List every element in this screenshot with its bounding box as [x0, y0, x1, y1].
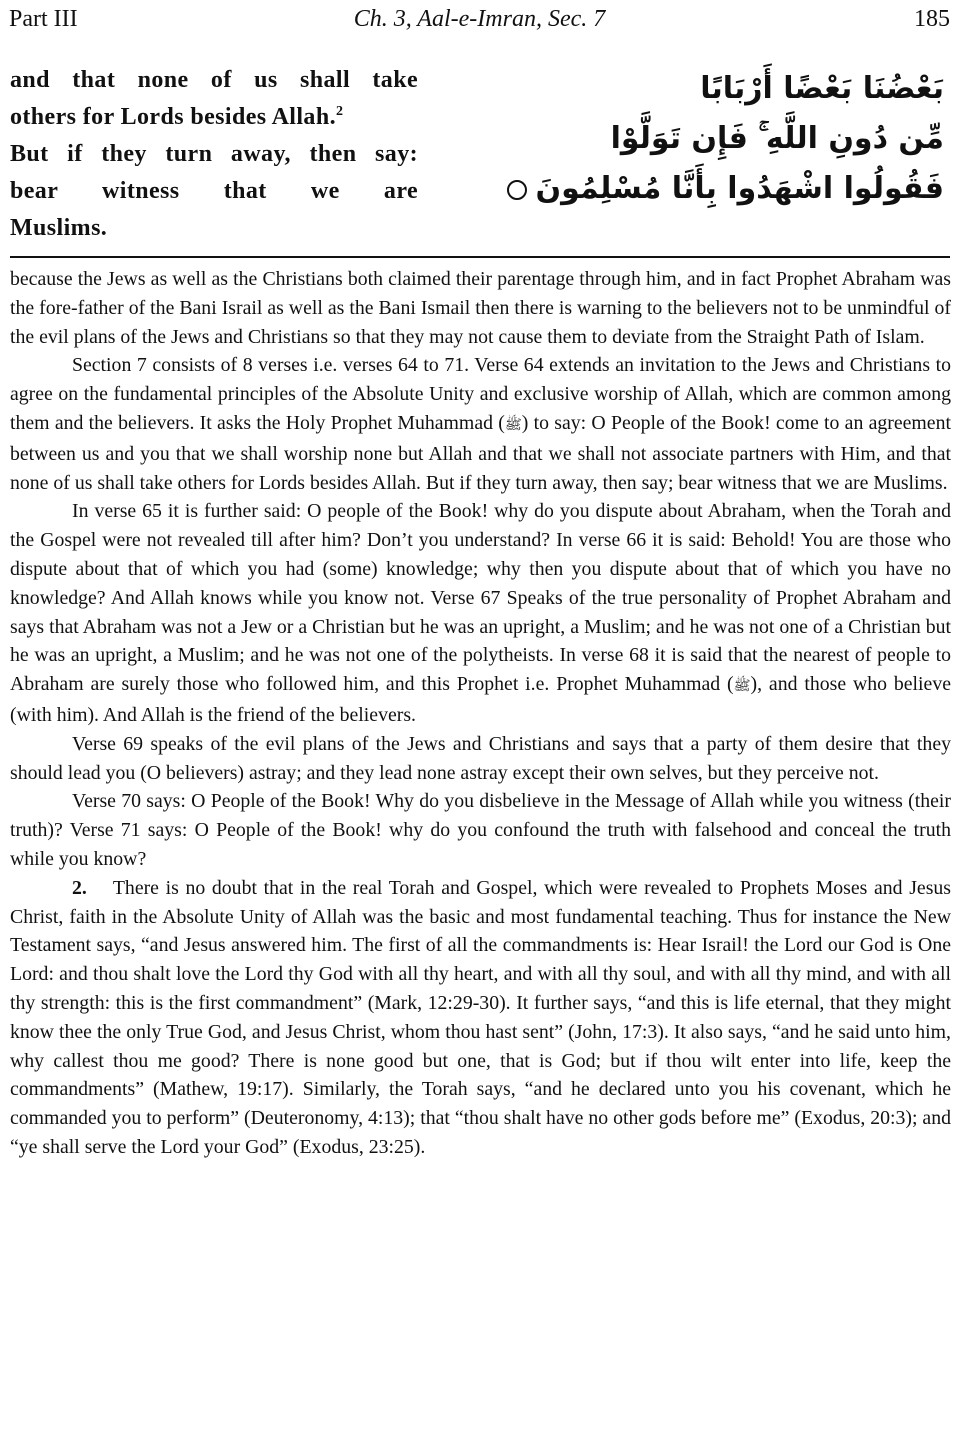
paragraph-text: In verse 65 it is further said: O people of the Book! why do you dispute about Abraham, when the Torah and the Gospel were not revealed till after him? Don’t you understand? In verse 66 it is said: Behold! You are those who dispute about that of which you had (some) knowledge; why then you dispute about that of which you have no knowledge? And Allah knows while you know not. Verse 67 Speaks of the true personality of Prophet Abraham and says that Abraham was not a Jew or a Christian but he was an upright, a Muslim; and he was not one of a Christian but he was an upright, a Muslim; and he was not one of the polytheists. In verse 68 it is said that the nearest of people to Abraham are surely those who followed him, and this Prophet i.e. Prophet Muhammad ( — [10, 500, 951, 696]
arabic-line: مِّن دُونِ اللَّهِ ۚ فَإِن تَوَلَّوْا — [610, 121, 944, 156]
commentary-paragraph: because the Jews as well as the Christians both claimed their parentage through him, and in fact Prophet Abraham was the fore-father of the Bani Israil as well as the Bani Ismail then there is warning to the believers not to be unmindful of the evil plans of the Jews and Christians so that they may not cause them to deviate from the Straight Path of Islam. — [10, 268, 951, 348]
arabic-line — [535, 164, 944, 214]
commentary-paragraph — [10, 351, 951, 497]
chapter-title: Ch. 3, Aal-e-Imran, Sec. 7 — [353, 6, 606, 32]
arabic-line-text: فَقُولُوا اشْهَدُوا بِأَنَّا مُسْلِمُونَ — [535, 171, 944, 206]
commentary-paragraph — [10, 497, 951, 729]
commentary-paragraph: Verse 69 speaks of the evil plans of the Jews and Christians and says that a party of them desire that they should lead you (O believers) astray; and they lead none astray except their own selves, but they perceive not. — [10, 732, 951, 784]
translation-line: bear witness that we are — [10, 178, 418, 204]
footnote-text: There is no doubt that in the real Torah and Gospel, which were revealed to Prophets Moses and Jesus Christ, faith in the Absolute Unity of Allah was the basic and most fundamental teaching. Thus for instance the New Testament says, “and Jesus answered him. The first of all the commandments is: Hear Israil! the Lord our God is One Lord: and thou shalt love the Lord thy God with all thy heart, and with all thy soul, and with all thy mind, and with all thy strength: this is the first commandment” (Mark, 12:29-30). It further says, “and this is life eternal, that they might know thee the only True God, and Jesus Christ, whom thou hast sent” (John, 17:3). It also says, “and he said unto him, why callest thou me good? There is none good but one, that is God; but if thou wilt enter into life, keep the commandments” (Mathew, 19:17). Similarly, the Torah says, “and he declared unto you his covenant, which he commanded you to perform” (Deuteronomy, 4:13); that “thou shalt have no other gods before me” (Exodus, 20:3); and “ye shall serve the Lord your God” (Exodus, 23:25). — [10, 876, 951, 1158]
commentary-body — [10, 265, 951, 1162]
paragraph-text: Section 7 consists of 8 verses i.e. verses 64 to 71. Verse 64 extends an invitation to the Jews and Christians to agree on the fundamental principles of the Absolute Unity and exclusive worship of Allah, which are common among them and the believers. It asks the Holy Prophet Muhammad ( — [10, 354, 951, 434]
commentary-paragraph: Verse 70 says: O People of the Book! Why do you disbelieve in the Message of Allah while you witness (their truth)? Verse 71 says: O People of the Book! why do you confound the truth with falsehood and conceal the truth while you know? — [10, 790, 951, 870]
footnote — [10, 874, 951, 1162]
footnote-reference[interactable]: 2 — [335, 104, 344, 119]
paragraph-text: ) to say: O People of the Book! come to an agreement between us and you that we shall worship none but Allah and that we shall not associate partners with Him, and that none of us shall take others for Lords besides Allah. But if they turn away, then say; bear witness that we are Muslims. — [10, 411, 951, 494]
ayah-end-marker-icon — [507, 180, 527, 200]
honorific-icon: ﷺ — [504, 416, 522, 433]
verse-translation — [10, 62, 418, 247]
arabic-verse — [535, 64, 944, 214]
translation-line: But if they turn away, then say: — [10, 141, 418, 167]
arabic-line: بَعْضُنَا بَعْضًا أَرْبَابًا — [700, 71, 944, 106]
footnote-number: 2. — [72, 876, 87, 899]
part-label: Part III — [9, 6, 78, 32]
translation-line — [10, 99, 418, 136]
running-head — [9, 4, 950, 34]
verse-divider — [10, 256, 950, 258]
translation-line-text: others for Lords besides Allah. — [10, 104, 336, 130]
paragraph-text: ), and those who believe (with him). And Allah is the friend of the believers. — [10, 673, 951, 726]
page-number: 185 — [914, 6, 950, 32]
translation-line: Muslims. — [10, 215, 108, 241]
verse-block — [10, 62, 950, 252]
honorific-icon: ﷺ — [733, 678, 751, 695]
translation-line: and that none of us shall take — [10, 67, 418, 93]
